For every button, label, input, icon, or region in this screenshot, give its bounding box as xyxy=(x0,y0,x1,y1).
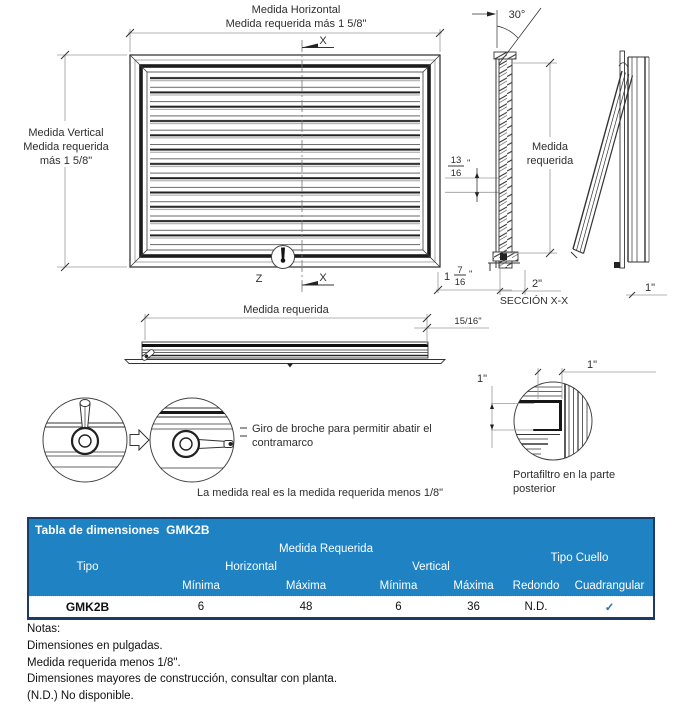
pitch-dim-numerator: 13 xyxy=(450,155,462,166)
section-label-2: requerida xyxy=(526,155,574,167)
note-item: Dimensiones en pulgadas. xyxy=(27,639,163,652)
side-view-dim: 15/16" xyxy=(454,316,482,327)
transform-arrow-icon xyxy=(130,430,149,450)
front-top-label-2: Medida requerida más 1 5/8" xyxy=(225,18,367,30)
table-row xyxy=(28,597,654,619)
cell-tipo: GMK2B xyxy=(28,597,146,619)
front-top-label-1: Medida Horizontal xyxy=(251,4,341,16)
note-item: Medida requerida menos 1/8". xyxy=(27,656,181,669)
side-view xyxy=(125,342,445,368)
latch-detail-open xyxy=(150,398,247,482)
latch-note-2: contramarco xyxy=(252,437,314,449)
section-depth-dim: 2" xyxy=(531,278,543,290)
front-left-label-1: Medida Vertical xyxy=(28,127,104,139)
header-spacer xyxy=(28,540,146,557)
front-view xyxy=(130,55,440,269)
section-label-1: Medida xyxy=(531,141,569,153)
z-marker: Z xyxy=(255,273,263,285)
section-marker-top: X xyxy=(319,35,327,47)
frame-dim-denominator: 16 xyxy=(454,277,466,288)
filter-caption-2: posterior xyxy=(513,483,556,495)
header-tipo-cuello: Tipo Cuello xyxy=(506,540,654,576)
cell-h-max: 48 xyxy=(256,597,356,619)
header-medida-requerida: Medida Requerida xyxy=(146,540,506,557)
frame-dim-numerator: 7 xyxy=(457,265,463,276)
filter-dim-top: 1" xyxy=(586,359,598,371)
header-h-maxima: Máxima xyxy=(256,576,356,597)
header-horizontal: Horizontal xyxy=(146,557,356,576)
frame-dim-inch: " xyxy=(469,269,473,280)
filter-dim-left: 1" xyxy=(476,373,488,385)
dimensions-table xyxy=(27,517,655,620)
frame-dim-whole: 1 xyxy=(443,271,451,283)
cell-v-min: 6 xyxy=(356,597,441,619)
side-view-dimensions xyxy=(141,314,489,345)
front-left-label-2: Medida requerida xyxy=(23,141,109,153)
header-cuadrangular: Cuadrangular xyxy=(566,576,654,597)
pitch-dim-inch: " xyxy=(467,158,471,169)
header-spacer-2 xyxy=(28,576,146,597)
tilted-open-view xyxy=(571,51,667,298)
cell-h-min: 6 xyxy=(146,597,256,619)
header-v-minima: Mínima xyxy=(356,576,441,597)
header-redondo: Redondo xyxy=(506,576,566,597)
latch-detail-closed xyxy=(43,398,127,482)
cell-cuadrangular-check-icon: ✓ xyxy=(566,597,654,619)
header-v-maxima: Máxima xyxy=(441,576,506,597)
note-item: Dimensiones mayores de construcción, consultar con planta. xyxy=(27,673,338,686)
header-h-minima: Mínima xyxy=(146,576,256,597)
side-view-label: Medida requerida xyxy=(243,304,329,316)
note-item: (N.D.) No disponible. xyxy=(27,690,134,703)
section-marker-bottom: X xyxy=(319,272,327,284)
filter-caption-1: Portafiltro en la parte xyxy=(513,469,616,481)
header-vertical: Vertical xyxy=(356,557,506,576)
header-tipo: Tipo xyxy=(28,557,146,576)
cell-v-max: 36 xyxy=(441,597,506,619)
latch-note-1: Giro de broche para permitir abatir el xyxy=(252,423,432,435)
front-left-label-3: más 1 5/8" xyxy=(39,155,93,167)
notes-title: Notas: xyxy=(27,623,61,635)
pitch-dim-denominator: 16 xyxy=(450,168,462,179)
cell-redondo: N.D. xyxy=(506,597,566,619)
real-measure-note: La medida real es la medida requerida menos 1/8" xyxy=(197,487,444,499)
section-angle-dim: 30° xyxy=(508,9,526,21)
filter-corner-detail xyxy=(490,368,656,462)
section-caption: SECCIÓN X-X xyxy=(499,295,569,307)
notes-block xyxy=(27,621,337,705)
table-title: Tabla de dimensiones GMK2B xyxy=(28,518,654,540)
tilted-view-dim: 1" xyxy=(644,282,656,294)
